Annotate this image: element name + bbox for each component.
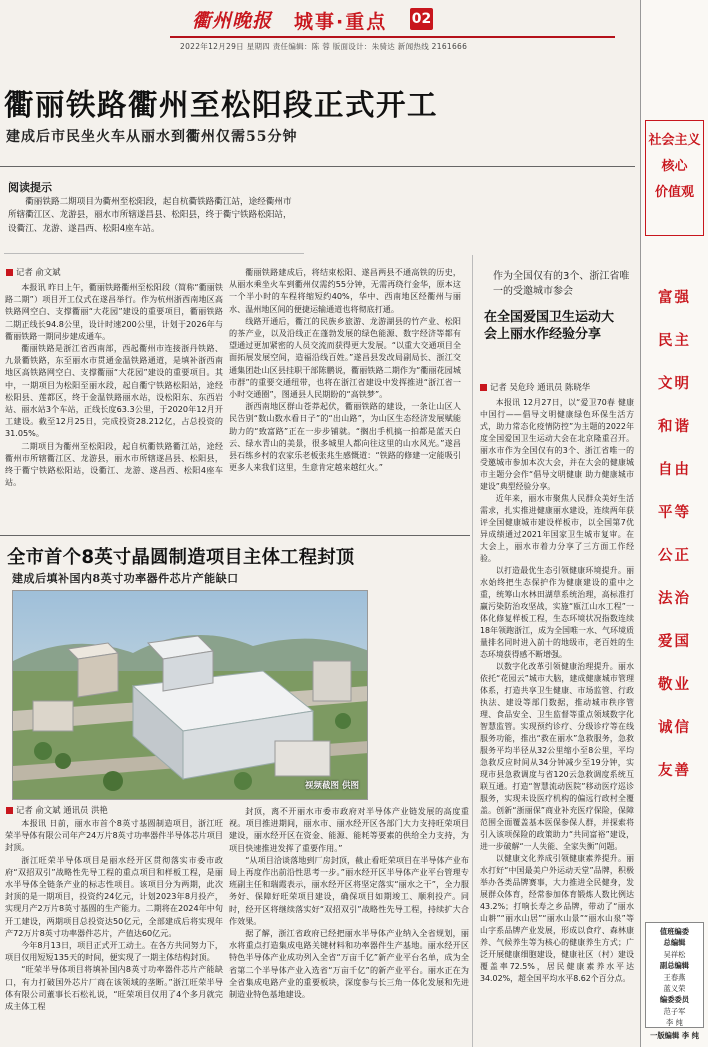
article1-column-1 bbox=[5, 281, 223, 531]
paragraph: 据了解，浙江省政府已经把丽水半导体产业纳入全省规划，丽水将重点打造集成电路关键材料和功率器件生产基地。丽水经开区特色半导体产业成功列入全省“万亩千亿”新产业平台名单，成为全省第二个半导体产业入选省“万亩千亿”的新产业平台。丽水正在为全省集成电路产业的重要板块，深度参与长三角一体化发展和先进制造业特色基地建设。 bbox=[229, 928, 469, 1000]
factory-illustration bbox=[13, 591, 368, 800]
article3-headline: 在全国爱国卫生运动大会上丽水作经验分享 bbox=[484, 310, 615, 342]
paragraph: 本报讯 昨日上午，衢丽铁路衢州至松阳段（简称“衢丽铁路二期”）项目开工仪式在遂昌举行。作为杭州浙西南地区高铁路网空白、支撑衢丽“大花园”建设的重要项目，衢丽铁路二期正线长94.8公里，设计时速200公里，计划于2026年与衢丽铁路一期同步建成通车。 bbox=[5, 282, 223, 341]
paragraph: “旺荣半导体项目将填补国内8英寸功率器件芯片产能缺口，有力打破国外芯片厂商在该领域的垄断。”浙江旺荣半导体有限公司董事长石松礼说，“旺荣项目仅用了4个多月就完成主体工程 bbox=[5, 964, 223, 1012]
paragraph: 本报讯 12月27日，以“爱卫70春 健康中国行——倡导文明健康绿色环保生活方式，助力常态化疫情防控”为主题的2022年度全国爱国卫生运动大会在北京隆重召开。丽水市作为全国仅有的3个、浙江省唯一的受邀城市参加本次大会，并在大会的健康城市主题分会作“倡导文明健康 助力健康城市建设”典型经验分享。 bbox=[480, 398, 634, 491]
staff-line: 王春燕 bbox=[663, 972, 686, 982]
article1-byline bbox=[6, 266, 61, 278]
article2-column-2 bbox=[229, 805, 469, 1043]
paragraph: 浙西南地区群山苍莽起伏，衢丽铁路的建设，一条让山区人民告别“数山数水看日子”的“出山路”，为山区生态经济发展赋能助力的“致富路”正在一步步铺就。“搁出手机搞一拍都是蓝天白云、绿水青山的美景，很多城里人都向往这里的山水风光。”遂昌县石练乡村的农家乐老板张兆生感慨道：“铁路的修建一定能吸引更多人来我们这里，生意肯定越来越红火。” bbox=[229, 401, 461, 473]
slogan-line: 价值观 bbox=[654, 185, 694, 200]
byline-marker-icon bbox=[6, 807, 13, 814]
value-word: 公正 bbox=[658, 548, 691, 564]
value-word: 民主 bbox=[658, 333, 691, 349]
value-word: 文明 bbox=[658, 376, 691, 392]
paragraph: 今年8月13日，项目正式开工动土。在各方共同努力下，项目仅用短短135天的时间，便实现了一期主体结构封顶。 bbox=[5, 940, 223, 963]
photo-credit: 视频截图 供图 bbox=[305, 781, 359, 791]
value-word: 自由 bbox=[658, 462, 691, 478]
divider bbox=[4, 253, 304, 254]
staff-person: 李 纯 bbox=[681, 1031, 699, 1040]
paragraph: 以健康文化养成引领健康素养提升。丽水打好“中国最美户外运动天堂”品牌，积极举办各类品牌赛事，大力推进全民健身，发展群众体育，经常参加体育锻炼人数比例达43.2%；打响长寿之乡品牌，带动了“丽水山耕”“丽水山居”“丽水山景”“丽水山泉”等山字系品牌产业发展，形成以食疗、森林康养、气候养生等为核心的健康养生方式；广泛开展健康细胞建设，健康社区（村）建设覆盖率72.5%，居民健康素养水平达34.02%，超全国平均水平8.62个百分点。 bbox=[480, 854, 634, 983]
staff-role: 一版编辑 bbox=[650, 1031, 680, 1040]
staff-line: 范子军 bbox=[663, 1006, 686, 1016]
paragraph: 衢丽铁路是浙江省西南部，西起衢州市连接浙丹铁路、九景衢铁路，东至丽水市贯通金温铁路通道，是填补浙西南地区高铁路网空白、支撑衢丽“大花园”建设的重要项目。其中，一期项目为松阳至丽水段，起自衢宁铁路松阳站，途经松阳县、莲都区，终于金温铁路丽水站，设松阳东、东西岩站、丽水站3个车站，正线长度63.3公里，于2020年12月开工建设。截至12月25日，完成投资28.212亿，占总投资的31.05%。 bbox=[5, 343, 223, 439]
article3-kicker: 作为全国仅有的3个、浙江省唯一的受邀城市参会 bbox=[493, 271, 630, 297]
slogan-line: 核心 bbox=[661, 159, 688, 174]
byline-text: 记者 俞文斌 bbox=[16, 267, 61, 277]
factory-rendering-photo bbox=[12, 590, 368, 800]
divider bbox=[0, 535, 470, 536]
article1-column-2 bbox=[229, 266, 461, 532]
staff-line: 吴祥松 bbox=[663, 949, 686, 959]
byline-text: 记者 俞文斌 通讯员 洪艳 bbox=[16, 805, 108, 815]
paragraph: 线路开通后，衢江的民族乡旅游、龙游湖县的竹产业、松阳的茶产业，以及沿线正在蓬勃发展的绿色能源、数字经济等都有望通过更加紧密的人员交流而获得更大发展。“以重大交通项目全面拓展发展空间，造福沿线百姓。”遂昌县发改局副局长、浙江交通集团赴山区县挂职干部陈鹏说，衢丽铁路二期作为“衢丽花园城市群”的重要交通纽带，也将在浙江省建设中发挥推进“浙江省一小时交通圈”，图通县人民期盼的“高铁梦”。 bbox=[229, 315, 461, 400]
masthead-meta: 2022年12月29日 星期四 责任编辑：陈 蓉 版面设计：朱骑达 新闻热线 2161666 bbox=[180, 42, 468, 51]
staff-line bbox=[645, 1030, 704, 1041]
article3-body bbox=[480, 397, 634, 1043]
article2-byline bbox=[6, 804, 108, 816]
staff-box bbox=[645, 922, 704, 1028]
staff-line: 值班编委 bbox=[659, 927, 690, 936]
reading-guide-title: 阅读提示 bbox=[8, 181, 52, 194]
paragraph: 二期项目为衢州至松阳段，起自杭衢铁路衢江站，途经衢州市所辖衢江区、龙游县，丽水市所辖遂昌县、松阳县，终于衢宁铁路松阳站，设衢江、龙游、遂昌西、松阳4座车站。 bbox=[5, 440, 223, 488]
value-word: 敬业 bbox=[658, 677, 691, 693]
sidebar-divider bbox=[640, 0, 641, 1047]
value-word: 法治 bbox=[658, 591, 691, 607]
value-word: 平等 bbox=[658, 505, 691, 521]
value-word: 和谐 bbox=[658, 419, 691, 435]
paragraph: 以打造最优生态引领健康环境提升。丽水始终把生态保护作为健康建设的重中之重，统筹山水林田湖草系统治理，高标准打赢污染防治攻坚战，实施“瓯江山水工程”一体化修复样板工程，生态环境状况指数连续18年领跑浙江，成为全国唯一水、气环境质量排名同时进入前十的地级市，老百姓的生态环境获得感不断增强。 bbox=[480, 566, 634, 659]
article3-byline bbox=[480, 381, 590, 393]
byline-text: 记者 吴危玲 通讯员 陈晓华 bbox=[490, 382, 591, 392]
page-number: 02 bbox=[410, 8, 433, 30]
paragraph: 浙江旺荣半导体项目是丽水经开区贯彻落实市委市政府“双招双引”战略性先导工程的重点项目和样板工程，是丽水半导体全链条产业的标志性项目。该项目分为两期，此次封顶的是一期项目，投资约24亿元，计划2023年8月投产，实现月产2万片8英寸基圆的生产能力。二期将在2024年中旬开工建设，两期项目总投资达50亿元，全部建成后将实现年产72万片8英寸功率器件芯片，产值达60亿元。 bbox=[5, 854, 223, 938]
paragraph: 衢丽铁路建成后，将结束松阳、遂昌两县不通高铁的历史，从丽水乘坐火车到衢州仅需约55分钟，无需再绕行金华，原本这一个半小时的车程将缩短约40%，华中、西南地区经衢州与丽水、温州地区间的便捷运输通道也将彻底打通。 bbox=[229, 267, 461, 314]
divider bbox=[0, 166, 635, 167]
paragraph: 封顶，离不开丽水市委市政府对半导体产业链发展的高度重视。项目推进期间，丽水市、丽水经开区各部门大力支持旺荣项目建设，丽水经开区在资金、能源、能耗等要素的供给全力支持，为项目快速推进发挥了重要作用。” bbox=[229, 806, 469, 853]
slogan-line: 社会主义 bbox=[648, 133, 701, 148]
paragraph: 以数字化改革引领健康治理提升。丽水依托“花园云”城市大脑，建成健康城市管理体系，打造共享卫生健康、市场监管、行政执法、建设等部门数据，推动城市秩序管理、食品安全、卫生监督等重点领域数字化智慧监管。实现预约诊疗、分级诊疗等在线服务功能，推出“救在丽水”急救服务，急救服务平均半径从32公里缩小至8公里，平均急救反应时间从34分钟减少至19分钟，实现市县急救调度与省120云急救调度系统互联互通。打造“智慧流动医院”移动医疗巡诊服务，实现未设医疗机构的偏远行政村全覆盖。创新“浙丽保”商业补充医疗保险，保障范围全面覆盖基本医保参保人群，并探索将引入该项保险的政策助力“共同富裕”建设，进一步破解“一人失能、全家失衡”问题。 bbox=[480, 662, 634, 851]
slogan-title bbox=[645, 128, 704, 206]
staff-line: 李 纯 bbox=[666, 1018, 683, 1028]
staff-line: 总编辑 bbox=[663, 938, 686, 948]
reading-guide-text: 衢丽铁路二期项目为衢州至松阳段，起自杭衢铁路衢江站，途经衢州市所辖衢江区、龙游县，丽水市所辖遂昌县、松阳县，终于衢宁铁路松阳站，设衢江、龙游、遂昌西、松阳4座车站。 bbox=[8, 197, 292, 234]
value-word: 友善 bbox=[658, 763, 691, 779]
masthead-rule bbox=[170, 36, 615, 38]
paragraph: 近年来，丽水市聚焦人民群众美好生活需求，扎实推进健康丽水建设，连续两年获评全国健康城市建设样板市，以全国第7优异成绩通过2021年国家卫生城市复审。在大会上，丽水市着力分享了三方面工作经验。 bbox=[480, 494, 634, 563]
byline-marker-icon bbox=[6, 269, 13, 276]
article2-column-1 bbox=[5, 817, 223, 1043]
column-divider bbox=[472, 255, 473, 1047]
value-word: 诚信 bbox=[658, 720, 691, 736]
staff-line: 编委委员 bbox=[659, 995, 690, 1005]
staff-line: 蓝义荣 bbox=[663, 984, 686, 994]
staff-line: 副总编辑 bbox=[659, 961, 690, 971]
article2-subheadline: 建成后填补国内8英寸功率器件芯片产能缺口 bbox=[12, 572, 239, 585]
paragraph: “从项目洽谈落地到厂房封顶，截止看旺荣项目在半导体产业布局上再度作出前沿性思考一步。”丽水经开区半导体产业平台管理专班副主任和瑞霞表示，丽水经开区将坚定落实“丽水之干”，全力服务好、保障好旺荣项目建设，确保项目如期竣工、顺利投产。同时，经开区将继续落实好“双招双引”战略性先导工程，持续扩大合作效果。 bbox=[229, 854, 469, 926]
byline-marker-icon bbox=[480, 384, 487, 391]
value-word: 富强 bbox=[658, 290, 691, 306]
section-title: 城事·重点 bbox=[294, 11, 388, 33]
article1-headline: 衢丽铁路衢州至松阳段正式开工 bbox=[4, 88, 439, 122]
newspaper-name: 衢州晚报 bbox=[192, 10, 273, 32]
paragraph: 本报讯 日前，丽水市首个8英寸基圆制造项目，浙江旺荣半导体有限公司年产24万片8英寸功率器件半导体芯片项目封顶。 bbox=[5, 818, 223, 853]
article2-headline: 全市首个8英寸晶圆制造项目主体工程封顶 bbox=[7, 547, 355, 568]
value-word: 爱国 bbox=[658, 634, 691, 650]
article1-subheadline: 建成后市民坐火车从丽水到衢州仅需55分钟 bbox=[6, 129, 298, 145]
